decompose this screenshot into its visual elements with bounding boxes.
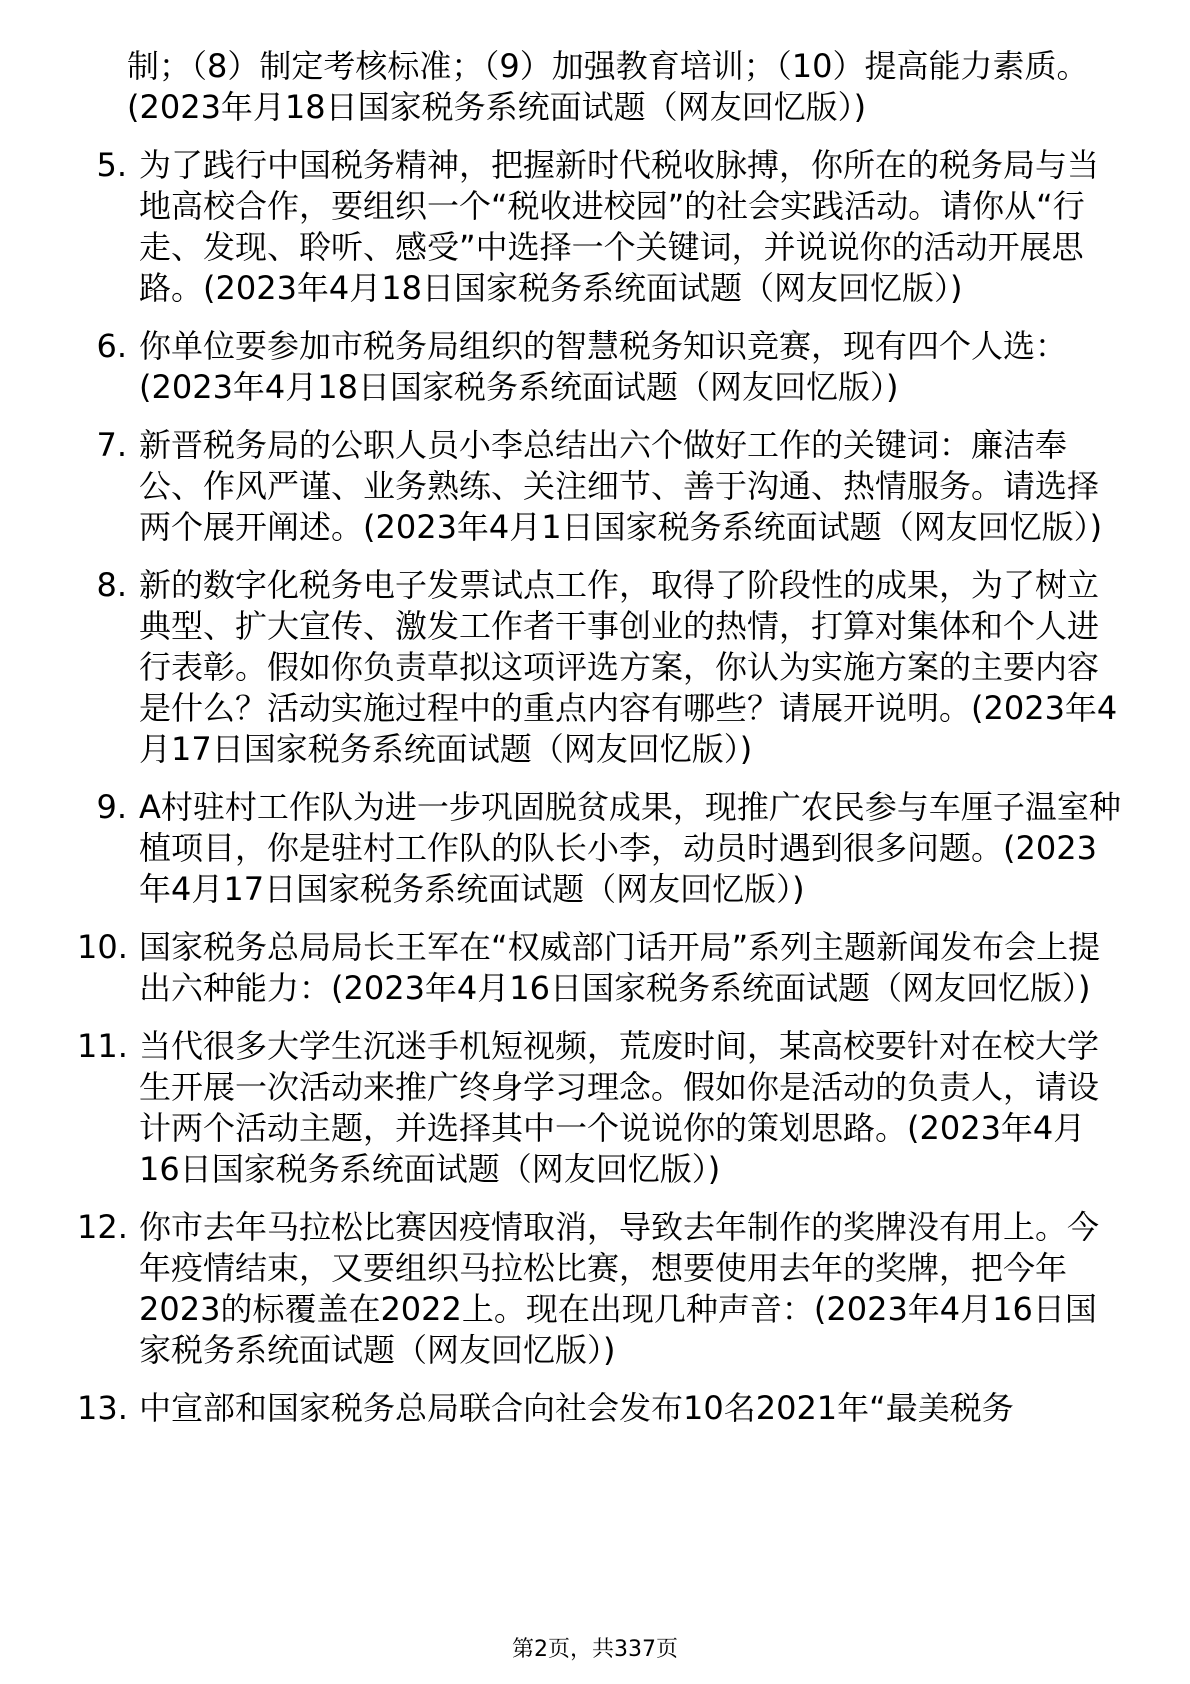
item-text: 你市去年马拉松比赛因疫情取消，导致去年制作的奖牌没有用上。今年疫情结束，又要组织马拉松比赛，想要使用去年的奖牌，把今年2023的标覆盖在2022上。现在出现几种声音：(2023年4月16日国家税务系统面试题（网友回忆版）) (139, 1208, 1100, 1369)
item-number: 11. (77, 1027, 128, 1065)
item-text: 新的数字化税务电子发票试点工作，取得了阶段性的成果，为了树立典型、扩大宣传、激发工作者干事创业的热情，打算对集体和个人进行表彰。假如你负责草拟这项评选方案，你认为实施方案的主要内容是什么？活动实施过程中的重点内容有哪些？请展开说明。(2023年4月17日国家税务系统面试题（网友回忆版）) (139, 566, 1118, 768)
item-text: 你单位要参加市税务局组织的智慧税务知识竞赛，现有四个人选：(2023年4月18日国家税务系统面试题（网友回忆版）) (139, 327, 1068, 406)
item-text: 为了践行中国税务精神，把握新时代税收脉搏，你所在的税务局与当地高校合作，要组织一个“税收进校园”的社会实践活动。请你从“行走、发现、聆听、感受”中选择一个关键词，并说说你的活动开展思路。(2023年4月18日国家税务系统面试题（网友回忆版）) (139, 146, 1100, 307)
list-item (65, 1207, 1125, 1371)
item-text: A村驻村工作队为进一步巩固脱贫成果，现推广农民参与车厘子温室种植项目，你是驻村工作队的队长小李，动员时遇到很多问题。(2023年4月17日国家税务系统面试题（网友回忆版）) (139, 788, 1121, 908)
list-item (65, 1026, 1125, 1190)
item-number: 13. (77, 1389, 128, 1427)
list-item (65, 425, 1125, 548)
continuation-text: 制；（8）制定考核标准；（9）加强教育培训；（10）提高能力素质。(2023年月18日国家税务系统面试题（网友回忆版）) (127, 47, 1089, 126)
list-item (65, 927, 1125, 1009)
item-number: 5. (96, 146, 127, 184)
list-item (65, 145, 1125, 309)
item-text: 中宣部和国家税务总局联合向社会发布10名2021年“最美税务 (139, 1389, 1014, 1427)
item-number: 9. (96, 788, 127, 826)
list-item (65, 326, 1125, 408)
list-item (65, 1388, 1125, 1429)
item-number: 10. (77, 928, 128, 966)
item-number: 7. (96, 426, 127, 464)
item-text: 国家税务总局局长王军在“权威部门话开局”系列主题新闻发布会上提出六种能力：(2023年4月16日国家税务系统面试题（网友回忆版）) (139, 928, 1101, 1007)
item-text: 当代很多大学生沉迷手机短视频，荒废时间，某高校要针对在校大学生开展一次活动来推广终身学习理念。假如你是活动的负责人，请设计两个活动主题，并选择其中一个说说你的策划思路。(2023年4月16日国家税务系统面试题（网友回忆版）) (139, 1027, 1100, 1188)
page-footer: 第2页，共337页 (512, 1637, 678, 1662)
list-item (65, 787, 1125, 910)
list-item (65, 565, 1125, 770)
item-number: 12. (77, 1208, 128, 1246)
item-number: 8. (96, 566, 127, 604)
question-list (65, 46, 1125, 1446)
item-number: 6. (96, 327, 127, 365)
item-text: 新晋税务局的公职人员小李总结出六个做好工作的关键词：廉洁奉公、作风严谨、业务熟练、关注细节、善于沟通、热情服务。请选择两个展开阐述。(2023年4月1日国家税务系统面试题（网友回忆版）) (139, 426, 1103, 546)
